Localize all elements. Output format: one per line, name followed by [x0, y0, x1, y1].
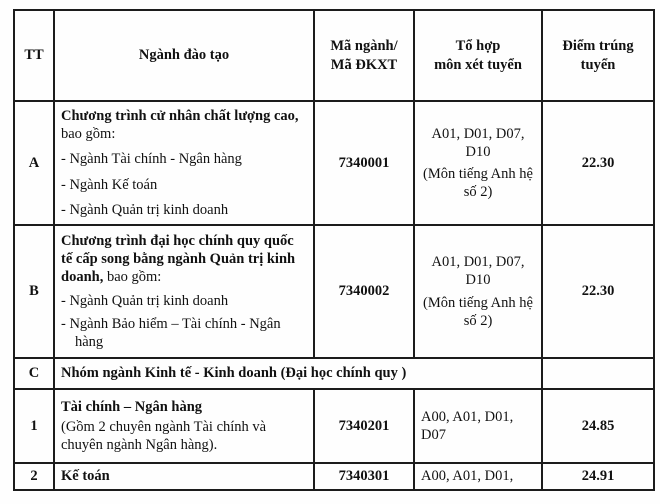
row-A-tt: A [14, 101, 54, 225]
row-A-item-3: - Ngành Quản trị kinh doanh [61, 201, 229, 218]
row-B-code: 7340002 [314, 225, 414, 358]
header-nganh-dao-tao [54, 10, 314, 101]
row-A-combo [414, 101, 542, 225]
header-ma-line2: Mã ĐKXT [330, 56, 398, 73]
header-ma-line1: Mã ngành/ [330, 38, 398, 55]
row-1-score: 24.85 [542, 389, 654, 463]
header-tohop-line2: môn xét tuyển [434, 56, 522, 73]
row-2-title-bold: Kế toán [54, 463, 314, 490]
row-B-item-2: - Ngành Bảo hiểm – Tài chính - Ngân hàng [61, 315, 281, 350]
row-C-group-title: Nhóm ngành Kinh tế - Kinh doanh (Đại học chính quy ) [54, 358, 542, 389]
row-B-title-regular: bao gồm: [106, 269, 162, 286]
table-row-1 [14, 389, 654, 463]
row-C-tt: C [14, 358, 54, 389]
header-diem-line2: tuyển [580, 56, 616, 73]
row-A-program-title [61, 107, 307, 143]
row-A-title-bold: Chương trình cử nhân chất lượng cao, [61, 108, 299, 125]
row-A-code: 7340001 [314, 101, 414, 225]
table-row-2 [14, 463, 654, 490]
row-B-combo [414, 225, 542, 358]
row-2-score: 24.91 [542, 463, 654, 490]
row-A-title-regular: bao gồm: [61, 126, 116, 143]
row-B-combo-note: (Môn tiếng Anh hệ số 2) [423, 294, 533, 329]
row-B-program-title [61, 232, 307, 286]
header-tt-label: TT [24, 47, 44, 64]
row-B-item-1: - Ngành Quản trị kinh doanh [61, 292, 229, 309]
admission-score-table [13, 9, 655, 491]
row-B-score: 22.30 [542, 225, 654, 358]
row-A-item-2: - Ngành Kế toán [61, 176, 158, 193]
table-row-B [14, 225, 654, 358]
row-2-tt: 2 [14, 463, 54, 490]
row-1-program [54, 389, 314, 463]
row-A-program [54, 101, 314, 225]
row-1-title-bold: Tài chính – Ngân hàng [61, 398, 203, 415]
row-A-combo-note: (Môn tiếng Anh hệ số 2) [423, 166, 533, 201]
row-B-title-bold: Chương trình đại học chính quy quốc tế cấp song bằng ngành Quản trị kinh doanh, [61, 233, 296, 286]
row-2-combo: A00, A01, D01, [414, 463, 542, 490]
row-1-subtitle: (Gồm 2 chuyên ngành Tài chính và chuyên ngành Ngân hàng). [61, 418, 267, 454]
row-B-tt: B [14, 225, 54, 358]
header-to-hop [414, 10, 542, 101]
row-C-score [542, 358, 654, 389]
header-tt [14, 10, 54, 101]
header-tohop-line1: Tổ hợp [455, 38, 501, 55]
table-header-row [14, 10, 654, 101]
row-A-item-1: - Ngành Tài chính - Ngân hàng [61, 151, 242, 168]
table-row-A [14, 101, 654, 225]
header-diem-trung-tuyen [542, 10, 654, 101]
row-1-tt: 1 [14, 389, 54, 463]
row-A-combo-main: A01, D01, D07, D10 [431, 125, 525, 160]
row-A-score: 22.30 [542, 101, 654, 225]
header-ma-nganh [314, 10, 414, 101]
header-nganh-label: Ngành đào tạo [138, 47, 230, 64]
row-B-program [54, 225, 314, 358]
row-2-code: 7340301 [314, 463, 414, 490]
row-1-combo: A00, A01, D01, D07 [414, 389, 542, 463]
row-B-combo-main: A01, D01, D07, D10 [431, 254, 525, 289]
row-1-code: 7340201 [314, 389, 414, 463]
table-row-C [14, 358, 654, 389]
header-diem-line1: Điểm trúng [562, 38, 634, 55]
